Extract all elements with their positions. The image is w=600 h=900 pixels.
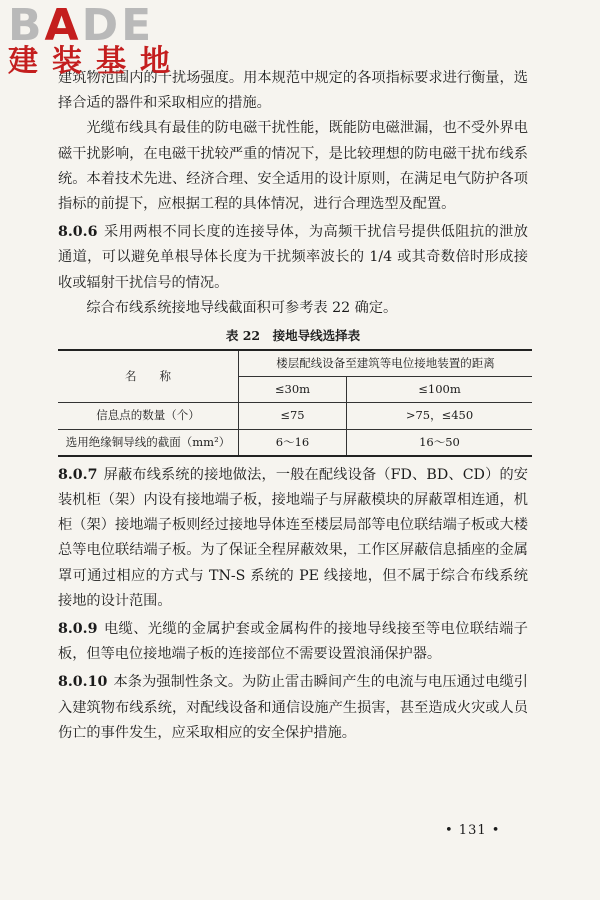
header-distance: 楼层配线设备至建筑等电位接地装置的距离 — [239, 350, 533, 377]
clause-number: 8.0.6 — [58, 224, 98, 241]
header-col2: ≤100m — [347, 377, 532, 403]
clause-text: 采用两根不同长度的连接导体，为高频干扰信号提供低阻抗的泄放通道，可以避免单根导体长度为干扰频率波长的 1/4 或其奇数倍时形成接收或辐射干扰信号的情况。 — [58, 224, 528, 291]
clause-text: 电缆、光缆的金属护套或金属构件的接地导线接至等电位联结端子板，但等电位接地端子板的连接部位不需要设置浪涌保护器。 — [58, 621, 528, 663]
logo-wordmark: BADE — [8, 0, 155, 51]
clause-8-0-9 — [58, 617, 528, 667]
logo-subtitle: 建装基地 — [8, 44, 184, 79]
row-value: ≤75 — [239, 403, 347, 429]
row-label: 选用绝缘铜导线的截面（mm²） — [58, 429, 239, 456]
page-number: • 131 • — [445, 823, 501, 838]
paragraph-fiber: 光缆布线具有最佳的防电磁干扰性能，既能防电磁泄漏，也不受外界电磁干扰影响，在电磁干扰较严重的情况下，是比较理想的防电磁干扰布线系统。本着技术先进、经济合理、安全适用的设计原则，在满足电气防护各项指标的前提下，应根据工程的具体情况，进行合理选型及配置。 — [58, 120, 528, 213]
table-row — [58, 429, 532, 456]
clause-text: 本条为强制性条文。为防止雷击瞬间产生的电流与电压通过电缆引入建筑物布线系统，对配线设备和通信设施产生损害，甚至造成火灾或人员伤亡的事件发生，应采取相应的安全保护措施。 — [58, 674, 528, 741]
clause-number: 8.0.9 — [58, 621, 98, 638]
paragraph-table-ref: 综合布线系统接地导线截面积可参考表 22 确定。 — [86, 299, 398, 316]
clause-8-0-7 — [58, 463, 528, 614]
clause-number: 8.0.7 — [58, 466, 98, 483]
row-value: 6～16 — [239, 429, 347, 456]
row-label: 信息点的数量（个） — [58, 403, 239, 429]
paragraph-continued: 建筑物范围内的干扰场强度。用本规范中规定的各项指标要求进行衡量，选择合适的器件和采取相应的措施。 — [58, 70, 528, 112]
clause-text: 屏蔽布线系统的接地做法，一般在配线设备（FD、BD、CD）的安装机柜（架）内设有接地端子板，接地端子与屏蔽模块的屏蔽罩相连通，机柜（架）接地端子板则经过接地导体连至楼层局部等电位联结端子板或大楼总等电位联结端子板。为了保证全程屏蔽效果，工作区屏蔽信息插座的金属罩可通过相应的方式与 TN-S 系统的 PE 线接地，但不属于综合布线系统接地的设计范围。 — [58, 466, 528, 609]
header-col1: ≤30m — [239, 377, 347, 403]
bade-watermark-logo — [8, 0, 184, 79]
header-name: 名 称 — [58, 350, 239, 403]
clause-number: 8.0.10 — [58, 674, 108, 691]
row-value: 16～50 — [347, 429, 532, 456]
table-header-row — [58, 350, 532, 377]
clause-8-0-10 — [58, 670, 528, 746]
table-title: 表 22 接地导线选择表 — [225, 328, 361, 344]
row-value: >75，≤450 — [347, 403, 532, 429]
page-body — [58, 66, 528, 746]
clause-8-0-6 — [58, 220, 528, 296]
table-row — [58, 403, 532, 429]
ground-wire-table — [58, 349, 532, 457]
